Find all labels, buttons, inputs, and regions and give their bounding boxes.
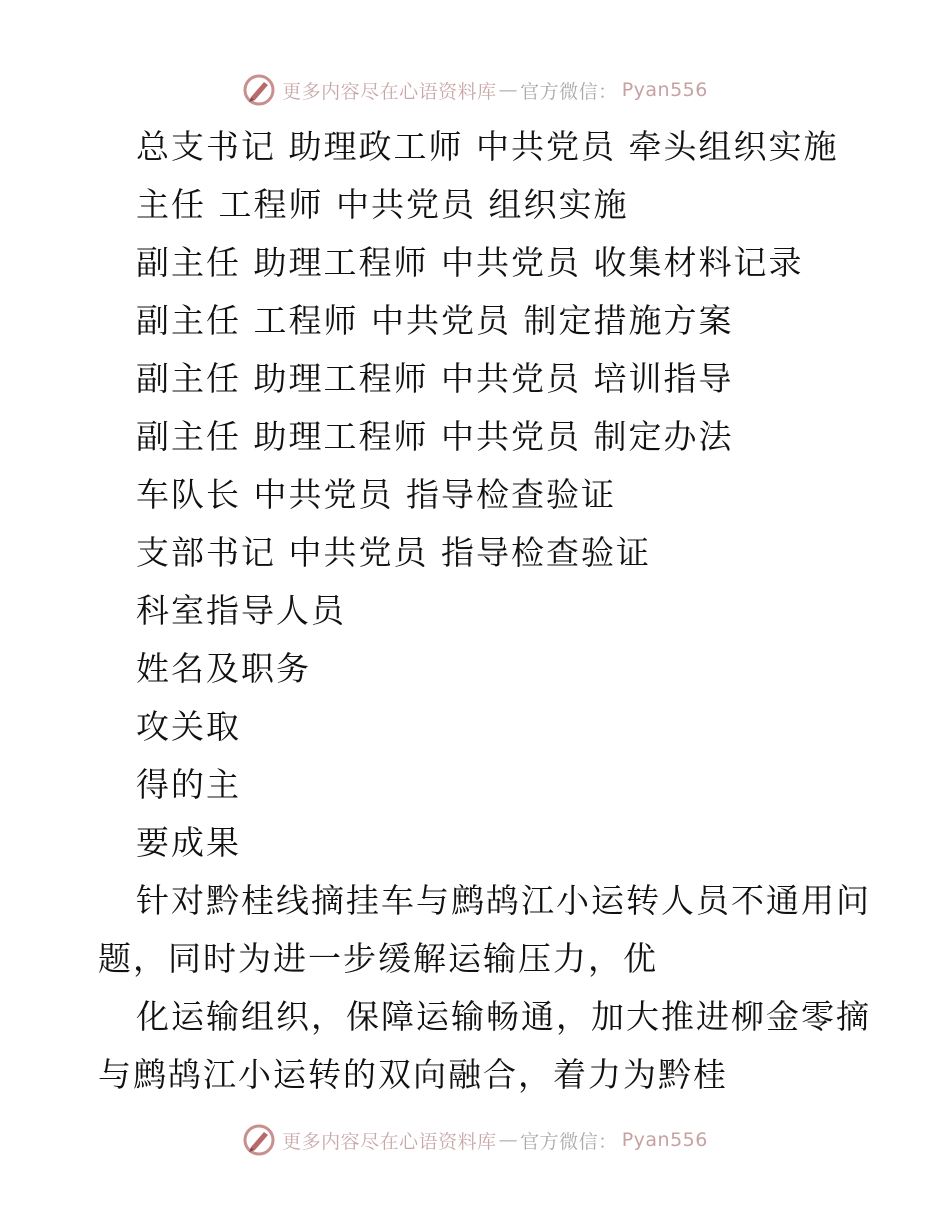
text-line: 副主任 助理工程师 中共党员 收集材料记录: [136, 243, 804, 282]
text-line: 与鹧鸪江小运转的双向融合，着力为黔桂: [98, 1055, 728, 1094]
watermark-wechat-id: Pyan556: [621, 1129, 708, 1151]
text-line: 支部书记 中共党员 指导检查验证: [136, 533, 651, 572]
watermark-text: 更多内容尽在心语资料库: [282, 1130, 497, 1153]
text-line: 主任 工程师 中共党员 组织实施: [136, 185, 629, 224]
text-line: 得的主: [136, 765, 241, 804]
header-watermark: [0, 70, 950, 110]
text-line: 科室指导人员: [136, 591, 346, 630]
text-line: 总支书记 助理政工师 中共党员 牵头组织实施: [136, 127, 839, 166]
pen-logo-icon: [242, 1123, 276, 1157]
watermark-dash: —: [498, 1129, 519, 1151]
text-line: 攻关取: [136, 707, 241, 746]
watermark-wechat-label: 官方微信：: [520, 1130, 618, 1153]
text-line: 题，同时为进一步缓解运输压力，优: [98, 939, 658, 978]
pen-logo-icon: [242, 73, 276, 107]
watermark-dash: —: [498, 79, 519, 101]
text-line: 副主任 助理工程师 中共党员 制定办法: [136, 417, 734, 456]
footer-watermark: [0, 1120, 950, 1160]
watermark-text: 更多内容尽在心语资料库: [282, 80, 497, 103]
text-line: 要成果: [136, 823, 241, 862]
watermark-wechat-id: Pyan556: [621, 79, 708, 101]
text-line: 副主任 工程师 中共党员 制定措施方案: [136, 301, 734, 340]
text-line: 车队长 中共党员 指导检查验证: [136, 475, 616, 514]
text-line: 姓名及职务: [136, 649, 311, 688]
text-line: 化运输组织，保障运输畅通，加大推进柳金零摘: [136, 997, 871, 1036]
text-line: 副主任 助理工程师 中共党员 培训指导: [136, 359, 734, 398]
watermark-wechat-label: 官方微信：: [520, 80, 618, 103]
text-line: 针对黔桂线摘挂车与鹧鸪江小运转人员不通用问: [136, 881, 871, 920]
